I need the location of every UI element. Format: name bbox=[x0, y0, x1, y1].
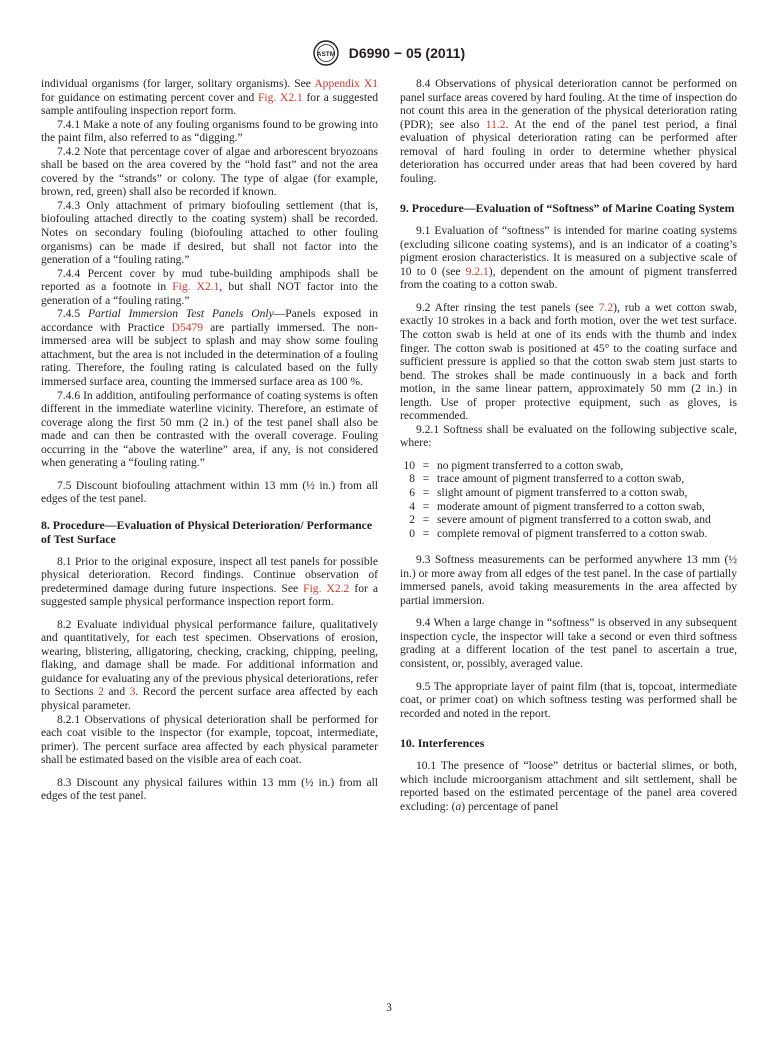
paragraph-7-4-2: 7.4.2 Note that percentage cover of algae and arborescent bryozoans shall be based on the area covered by the “hold fast” and not the area covered by the “strands” or colony. The type of algae (for example, brown, red, green) shall also be recorded if known. bbox=[41, 145, 378, 199]
paragraph-8-2-1: 8.2.1 Observations of physical deterioration shall be performed for each coat visible to the inspector (for example, topcoat, intermediate, primer). The percent surface area affected by each physical parameter shall be estimated based on the visible area of each coat. bbox=[41, 713, 378, 767]
link-d5479[interactable]: D5479 bbox=[171, 321, 204, 334]
paragraph-7-4-1: 7.4.1 Make a note of any fouling organisms found to be growing into the paint film, also referred to as “digging.” bbox=[41, 118, 378, 145]
page-header bbox=[0, 40, 778, 66]
link-9-2-1[interactable]: 9.2.1 bbox=[465, 265, 489, 278]
right-column bbox=[400, 78, 737, 814]
paragraph-7-5: 7.5 Discount biofouling attachment within 13 mm (½ in.) from all edges of the test panel. bbox=[41, 479, 378, 506]
document-designation: D6990 − 05 (2011) bbox=[348, 45, 466, 61]
paragraph-9-2-1: 9.2.1 Softness shall be evaluated on the following subjective scale, where: bbox=[400, 423, 737, 450]
link-section-3[interactable]: 3 bbox=[129, 686, 136, 699]
paragraph-7-4-5: 7.4.5 Partial Immersion Test Panels Only—Panels exposed in accordance with Practice D5479 are partially immersed. The non-immersed area will be subject to splash and may show some fouling attachment, but the area is not included in the determination of a fouling rating. Therefore, the fouling rating is calculated based on the fully immersed surface area, counting the immersed surface area as 100 %. bbox=[41, 308, 378, 389]
paragraph-8-2: 8.2 Evaluate individual physical performance failure, qualitatively and quantitatively, for each test specimen. Observations of erosion, wearing, blistering, alligatoring, checking, cracking, chipping, peeling, flaking, and damage shall be made. For additional information and guidance for evaluating any of the previous physical deteriorations, refer to Sections 2 and 3. Record the percent surface area affected by each physical parameter. bbox=[41, 618, 379, 713]
link-fig-x2-1[interactable]: Fig. X2.1 bbox=[258, 91, 303, 104]
scale-row: 6 = slight amount of pigment transferred to a cotton swab, bbox=[409, 487, 688, 500]
link-fig-x2-2[interactable]: Fig. X2.2 bbox=[303, 582, 350, 595]
paragraph-7-4-6: 7.4.6 In addition, antifouling performance of coating systems is often different in the immediate waterline vicinity. Therefore, an estimate of coverage along the first 50 mm (2 in.) of the test panel shall also be made and can then be contrasted with the overall coverage. Fouling occurring in the “above the waterline” area, if any, is not considered when generating a “fouling rating.” bbox=[41, 389, 378, 470]
paragraph-9-4: 9.4 When a large change in “softness” is observed in any subsequent inspection cycle, the inspector will take a second or even third softness grading at a different location of the test panel to ascertain a true, consistent, or, possibly, averaged value. bbox=[400, 617, 737, 671]
paragraph-8-3: 8.3 Discount any physical failures within 13 mm (½ in.) from all edges of the test panel. bbox=[41, 776, 378, 803]
scale-row: 10 = no pigment transferred to a cotton swab, bbox=[403, 459, 624, 472]
astm-logo-text: ASTM bbox=[316, 51, 336, 58]
paragraph-8-1: 8.1 Prior to the original exposure, inspect all test panels for possible physical deterioration. Record findings. Continue observation of predetermined damage during future inspections. See Fig. X2.2 for a suggested sample physical performance inspection report form. bbox=[41, 555, 378, 609]
paragraph-9-1: 9.1 Evaluation of “softness” is intended for marine coating systems (excluding silicone coating systems), and is an indicator of a coating’s pigment erosion characteristics. It is measured on a subjective scale of 10 to 0 (see 9.2.1), dependent on the amount of pigment transferred from the coating to a cotton swab. bbox=[400, 225, 737, 292]
scale-row: 2 = severe amount of pigment transferred to a cotton swab, and bbox=[409, 514, 711, 527]
paragraph-7-4-continued: individual organisms (for larger, solitary organisms). See Appendix X1 for guidance on estimating percent cover and Fig. X2.1 for a suggested sample antifouling inspection report form. bbox=[41, 78, 378, 118]
scale-row: 4 = moderate amount of pigment transferred to a cotton swab, bbox=[409, 500, 705, 513]
link-appendix-x1[interactable]: Appendix X1 bbox=[314, 78, 378, 90]
link-fig-x2-1[interactable]: Fig. X2.1 bbox=[172, 281, 220, 294]
paragraph-9-5: 9.5 The appropriate layer of paint film (that is, topcoat, intermediate coat, or primer coat) on which softness testing was performed shall be recorded and noted in the report. bbox=[400, 680, 737, 720]
paragraph-10-1: 10.1 The presence of “loose” detritus or bacterial slimes, or both, which include microorganism attachment and silt settlement, shall be reported based on the estimated percentage of the panel area covered excluding: (a) percentage of panel bbox=[400, 760, 737, 813]
link-7-2[interactable]: 7.2 bbox=[598, 301, 614, 314]
section-9-heading: 9. Procedure—Evaluation of “Softness” of Marine Coating System bbox=[400, 201, 735, 216]
paragraph-9-2: 9.2 After rinsing the test panels (see 7.2), rub a wet cotton swab, exactly 10 strokes in a back and forth motion, over the wet test surface. The cotton swab is held at one of its ends with the thumb and index finger. The cotton swab is positioned at 45° to the coating surface and sufficient pressure is applied so that the cotton swab stem just starts to bend. The strokes shall be made continuously in a back and forth motion, in the same linear pattern, approximately 50 mm (2 in.) in length. Use of proper protective equipment, such as gloves, is recommended. bbox=[400, 301, 737, 423]
paragraph-7-4-4: 7.4.4 Percent cover by mud tube-building amphipods shall be reported as a footnote in Fig. X2.1, but shall NOT factor into the generation of a “fouling rating.” bbox=[41, 267, 378, 307]
link-11-2[interactable]: 11.2 bbox=[485, 118, 506, 131]
softness-scale bbox=[400, 460, 737, 541]
scale-row: 8 = trace amount of pigment transferred to a cotton swab, bbox=[409, 473, 685, 486]
link-section-2[interactable]: 2 bbox=[98, 686, 104, 699]
astm-logo bbox=[313, 40, 339, 66]
paragraph-7-4-3: 7.4.3 Only attachment of primary biofouling settlement (that is, biofouling attached directly to the coating system) shall be recorded. Notes on secondary fouling (biofouling attached to other fouling organisms) can be made if desired, but shall not factor into the generation of a “fouling rating.” bbox=[41, 199, 378, 267]
page-number: 3 bbox=[386, 1002, 392, 1014]
scale-row: 0 = complete removal of pigment transferred to a cotton swab. bbox=[409, 527, 708, 540]
section-8-heading: 8. Procedure—Evaluation of Physical Deterioration/ Performance of Test Surface bbox=[41, 517, 373, 546]
paragraph-8-4: 8.4 Observations of physical deterioration cannot be performed on panel surface areas covered by hard fouling. At the time of inspection do not count this area in the generation of the physical deterioration rating (PDR); see also 11.2. At the end of the panel test period, a final evaluation of physical deterioration rating can be performed after removal of hard fouling in order to determine whether physical deterioration has occurred under areas that had been covered by hard fouling. bbox=[400, 78, 737, 185]
paragraph-9-3: 9.3 Softness measurements can be performed anywhere 13 mm (½ in.) or more away from all edges of the test panel. In the case of partially immersed panels, avoid taking measurements in the area affected by partial immersion. bbox=[400, 554, 737, 607]
left-column bbox=[41, 78, 378, 804]
section-10-heading: 10. Interferences bbox=[400, 736, 485, 751]
